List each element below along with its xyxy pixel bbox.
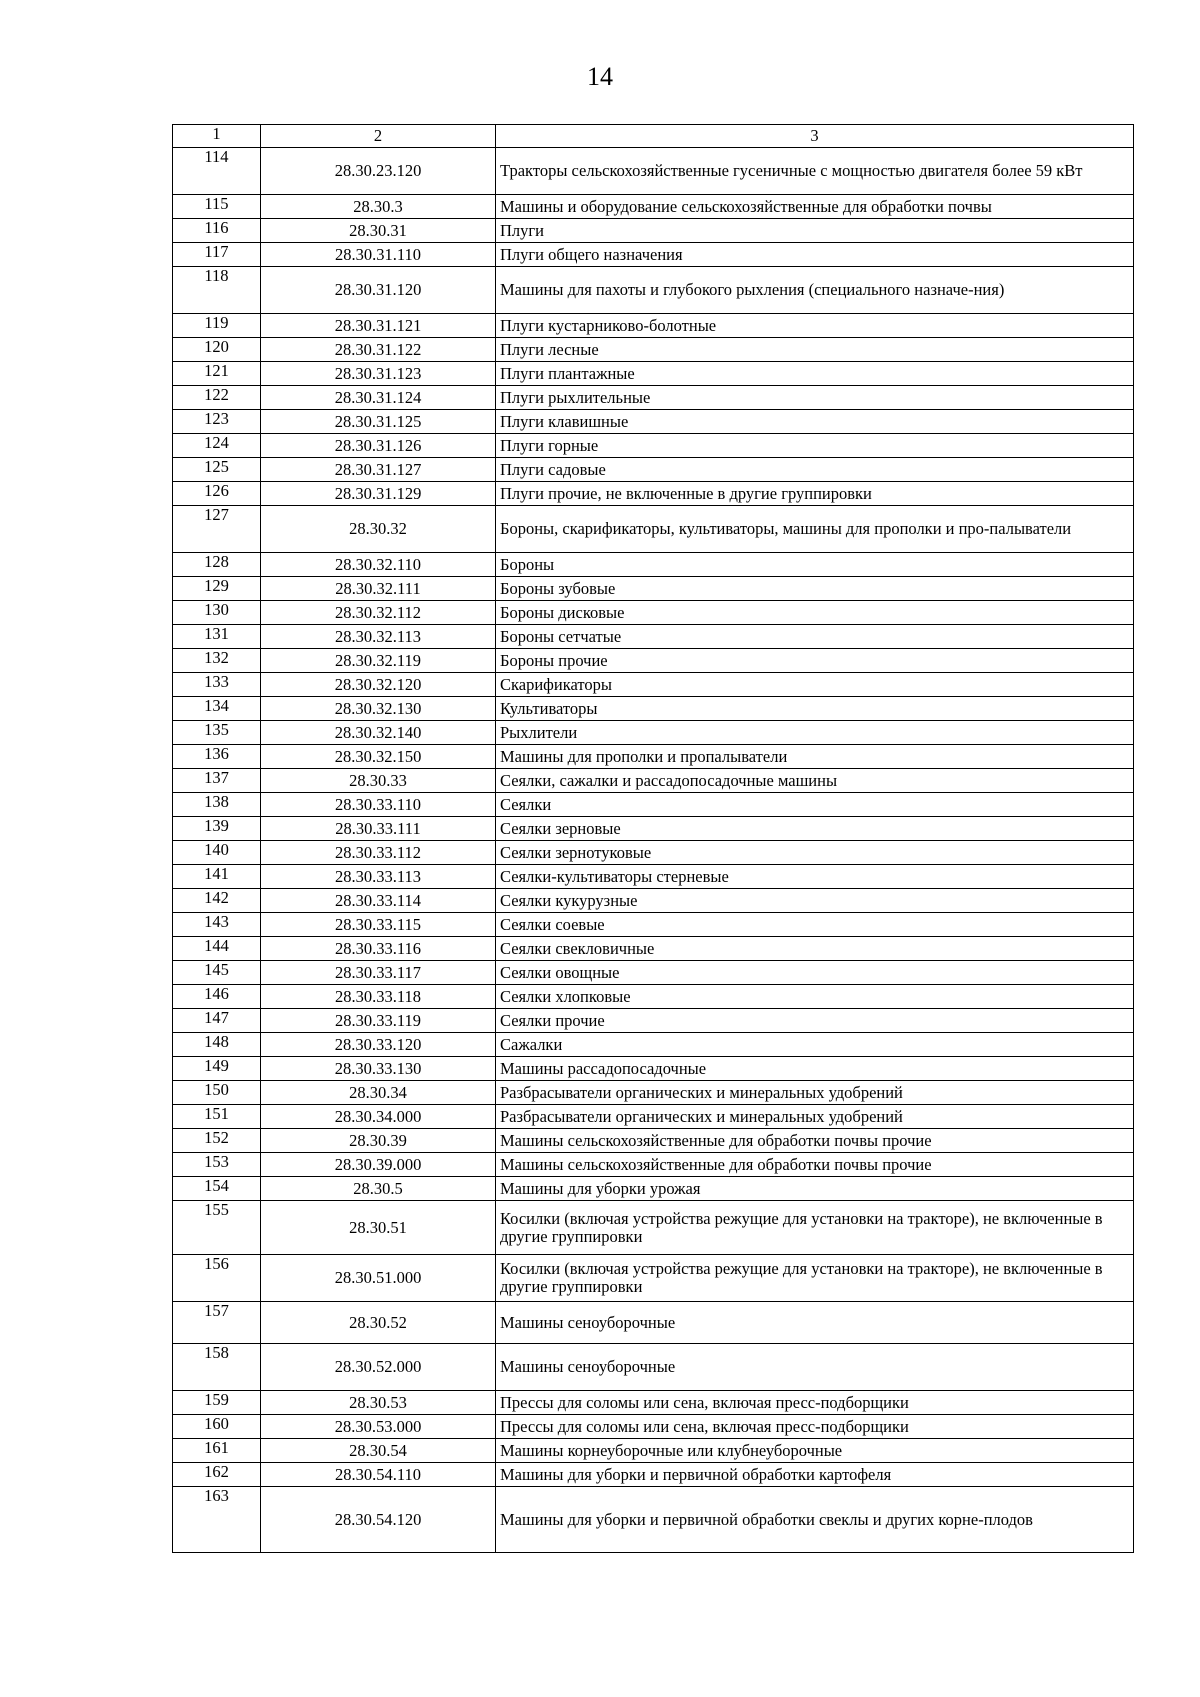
row-name: Машины и оборудование сельскохозяйственные для обработки почвы (496, 195, 1134, 219)
row-name: Плуги прочие, не включенные в другие группировки (496, 482, 1134, 506)
column-header-1: 1 (173, 125, 261, 148)
row-code: 28.30.33.111 (261, 817, 496, 841)
row-name: Машины корнеуборочные или клубнеуборочные (496, 1439, 1134, 1463)
table-row (173, 338, 1134, 362)
row-code: 28.30.32.112 (261, 601, 496, 625)
row-code: 28.30.34 (261, 1081, 496, 1105)
row-number: 142 (173, 889, 261, 913)
table-row (173, 673, 1134, 697)
row-name: Машины для уборки урожая (496, 1177, 1134, 1201)
row-code: 28.30.31.129 (261, 482, 496, 506)
row-name: Тракторы сельскохозяйственные гусеничные с мощностью двигателя более 59 кВт (496, 148, 1134, 195)
row-name: Плуги кустарниково-болотные (496, 314, 1134, 338)
row-code: 28.30.3 (261, 195, 496, 219)
table-row (173, 985, 1134, 1009)
table-row (173, 482, 1134, 506)
row-number: 157 (173, 1302, 261, 1344)
row-number: 136 (173, 745, 261, 769)
row-code: 28.30.54.120 (261, 1487, 496, 1553)
table-row (173, 1153, 1134, 1177)
row-number: 120 (173, 338, 261, 362)
row-name: Бороны прочие (496, 649, 1134, 673)
row-number: 128 (173, 553, 261, 577)
row-code: 28.30.32.119 (261, 649, 496, 673)
row-code: 28.30.33.118 (261, 985, 496, 1009)
row-name: Сеялки (496, 793, 1134, 817)
row-number: 134 (173, 697, 261, 721)
row-name: Сеялки-культиваторы стерневые (496, 865, 1134, 889)
table-row (173, 865, 1134, 889)
row-number: 159 (173, 1391, 261, 1415)
row-code: 28.30.33.114 (261, 889, 496, 913)
row-number: 115 (173, 195, 261, 219)
row-number: 158 (173, 1344, 261, 1391)
row-number: 131 (173, 625, 261, 649)
row-name: Сеялки свекловичные (496, 937, 1134, 961)
table-body (173, 148, 1134, 1553)
column-header-2: 2 (261, 125, 496, 148)
table-row (173, 793, 1134, 817)
row-number: 135 (173, 721, 261, 745)
row-code: 28.30.31.120 (261, 267, 496, 314)
row-name: Плуги горные (496, 434, 1134, 458)
row-name: Плуги садовые (496, 458, 1134, 482)
row-name: Машины для пахоты и глубокого рыхления (специального назначе-ния) (496, 267, 1134, 314)
row-code: 28.30.33.117 (261, 961, 496, 985)
table-row (173, 410, 1134, 434)
row-number: 114 (173, 148, 261, 195)
row-name: Плуги плантажные (496, 362, 1134, 386)
row-code: 28.30.32.150 (261, 745, 496, 769)
row-code: 28.30.31.127 (261, 458, 496, 482)
row-name: Сеялки зернотуковые (496, 841, 1134, 865)
row-name: Сеялки хлопковые (496, 985, 1134, 1009)
row-code: 28.30.32.110 (261, 553, 496, 577)
row-code: 28.30.32 (261, 506, 496, 553)
row-number: 161 (173, 1439, 261, 1463)
row-code: 28.30.53 (261, 1391, 496, 1415)
row-number: 125 (173, 458, 261, 482)
table-row (173, 937, 1134, 961)
row-name: Прессы для соломы или сена, включая пресс-подборщики (496, 1391, 1134, 1415)
row-number: 150 (173, 1081, 261, 1105)
row-number: 156 (173, 1255, 261, 1302)
row-code: 28.30.51 (261, 1201, 496, 1255)
row-code: 28.30.32.113 (261, 625, 496, 649)
row-name: Разбрасыватели органических и минеральных удобрений (496, 1081, 1134, 1105)
row-number: 121 (173, 362, 261, 386)
row-number: 117 (173, 243, 261, 267)
row-name: Машины для прополки и пропалыватели (496, 745, 1134, 769)
row-code: 28.30.32.130 (261, 697, 496, 721)
row-code: 28.30.33.113 (261, 865, 496, 889)
row-number: 163 (173, 1487, 261, 1553)
table-row (173, 1463, 1134, 1487)
table-row (173, 458, 1134, 482)
row-code: 28.30.31.121 (261, 314, 496, 338)
row-name: Бороны, скарификаторы, культиваторы, машины для прополки и про-палыватели (496, 506, 1134, 553)
row-name: Культиваторы (496, 697, 1134, 721)
row-code: 28.30.32.111 (261, 577, 496, 601)
row-code: 28.30.33 (261, 769, 496, 793)
table-row (173, 1302, 1134, 1344)
table-row (173, 1129, 1134, 1153)
table-row (173, 1255, 1134, 1302)
row-name: Машины сельскохозяйственные для обработки почвы прочие (496, 1129, 1134, 1153)
table-row (173, 1033, 1134, 1057)
table-row (173, 148, 1134, 195)
row-number: 123 (173, 410, 261, 434)
row-name: Сеялки кукурузные (496, 889, 1134, 913)
row-number: 129 (173, 577, 261, 601)
row-code: 28.30.33.130 (261, 1057, 496, 1081)
row-name: Машины сельскохозяйственные для обработки почвы прочие (496, 1153, 1134, 1177)
table-row (173, 1391, 1134, 1415)
row-number: 153 (173, 1153, 261, 1177)
table-row (173, 434, 1134, 458)
row-name: Плуги клавишные (496, 410, 1134, 434)
row-code: 28.30.34.000 (261, 1105, 496, 1129)
row-code: 28.30.54 (261, 1439, 496, 1463)
page-number: 14 (587, 62, 613, 91)
table-row (173, 625, 1134, 649)
row-name: Разбрасыватели органических и минеральных удобрений (496, 1105, 1134, 1129)
row-code: 28.30.52.000 (261, 1344, 496, 1391)
table-row (173, 1177, 1134, 1201)
row-number: 140 (173, 841, 261, 865)
row-code: 28.30.31 (261, 219, 496, 243)
row-name: Плуги лесные (496, 338, 1134, 362)
row-name: Бороны сетчатые (496, 625, 1134, 649)
row-name: Сеялки овощные (496, 961, 1134, 985)
table-row (173, 889, 1134, 913)
row-code: 28.30.31.122 (261, 338, 496, 362)
row-name: Сеялки зерновые (496, 817, 1134, 841)
table-row (173, 841, 1134, 865)
row-number: 138 (173, 793, 261, 817)
table-row (173, 1344, 1134, 1391)
row-code: 28.30.33.120 (261, 1033, 496, 1057)
row-code: 28.30.33.110 (261, 793, 496, 817)
row-name: Бороны зубовые (496, 577, 1134, 601)
row-name: Косилки (включая устройства режущие для установки на тракторе), не включенные в другие группировки (496, 1201, 1134, 1255)
row-code: 28.30.32.120 (261, 673, 496, 697)
row-name: Бороны (496, 553, 1134, 577)
table-row (173, 362, 1134, 386)
row-name: Машины сеноуборочные (496, 1344, 1134, 1391)
row-number: 130 (173, 601, 261, 625)
row-number: 132 (173, 649, 261, 673)
row-code: 28.30.32.140 (261, 721, 496, 745)
row-number: 147 (173, 1009, 261, 1033)
table-row (173, 1415, 1134, 1439)
table-row (173, 577, 1134, 601)
row-name: Машины сеноуборочные (496, 1302, 1134, 1344)
row-number: 137 (173, 769, 261, 793)
table-row (173, 195, 1134, 219)
classification-table (172, 124, 1134, 1553)
row-code: 28.30.33.119 (261, 1009, 496, 1033)
table-row (173, 219, 1134, 243)
row-number: 148 (173, 1033, 261, 1057)
table-row (173, 243, 1134, 267)
row-name: Сеялки прочие (496, 1009, 1134, 1033)
row-code: 28.30.23.120 (261, 148, 496, 195)
row-code: 28.30.31.126 (261, 434, 496, 458)
row-number: 127 (173, 506, 261, 553)
row-code: 28.30.31.125 (261, 410, 496, 434)
row-name: Машины для уборки и первичной обработки свеклы и других корне-плодов (496, 1487, 1134, 1553)
row-code: 28.30.31.110 (261, 243, 496, 267)
row-name: Сеялки, сажалки и рассадопосадочные машины (496, 769, 1134, 793)
table-row (173, 745, 1134, 769)
row-number: 118 (173, 267, 261, 314)
table-row (173, 649, 1134, 673)
row-number: 144 (173, 937, 261, 961)
row-name: Бороны дисковые (496, 601, 1134, 625)
row-name: Машины рассадопосадочные (496, 1057, 1134, 1081)
row-name: Прессы для соломы или сена, включая пресс-подборщики (496, 1415, 1134, 1439)
row-code: 28.30.39.000 (261, 1153, 496, 1177)
row-name: Машины для уборки и первичной обработки картофеля (496, 1463, 1134, 1487)
row-name: Плуги (496, 219, 1134, 243)
row-code: 28.30.54.110 (261, 1463, 496, 1487)
row-name: Сажалки (496, 1033, 1134, 1057)
table-row (173, 267, 1134, 314)
row-number: 116 (173, 219, 261, 243)
row-number: 143 (173, 913, 261, 937)
table-row (173, 721, 1134, 745)
row-name: Скарификаторы (496, 673, 1134, 697)
row-number: 141 (173, 865, 261, 889)
row-code: 28.30.52 (261, 1302, 496, 1344)
table-row (173, 1057, 1134, 1081)
row-code: 28.30.53.000 (261, 1415, 496, 1439)
row-number: 146 (173, 985, 261, 1009)
row-number: 133 (173, 673, 261, 697)
table-row (173, 913, 1134, 937)
row-number: 124 (173, 434, 261, 458)
table-row (173, 1439, 1134, 1463)
table-row (173, 386, 1134, 410)
row-name: Плуги общего назначения (496, 243, 1134, 267)
row-number: 155 (173, 1201, 261, 1255)
table-row (173, 601, 1134, 625)
row-code: 28.30.31.124 (261, 386, 496, 410)
row-name: Косилки (включая устройства режущие для установки на тракторе), не включенные в другие группировки (496, 1255, 1134, 1302)
table-row (173, 1201, 1134, 1255)
row-number: 122 (173, 386, 261, 410)
row-name: Сеялки соевые (496, 913, 1134, 937)
row-number: 139 (173, 817, 261, 841)
table-row (173, 1009, 1134, 1033)
table-row (173, 314, 1134, 338)
row-name: Плуги рыхлительные (496, 386, 1134, 410)
table-row (173, 817, 1134, 841)
row-number: 154 (173, 1177, 261, 1201)
table-row (173, 961, 1134, 985)
column-header-3: 3 (496, 125, 1134, 148)
row-code: 28.30.39 (261, 1129, 496, 1153)
row-number: 152 (173, 1129, 261, 1153)
table-row (173, 1081, 1134, 1105)
row-code: 28.30.31.123 (261, 362, 496, 386)
row-code: 28.30.5 (261, 1177, 496, 1201)
table-header-row (173, 125, 1134, 148)
row-number: 145 (173, 961, 261, 985)
table-row (173, 506, 1134, 553)
row-code: 28.30.33.112 (261, 841, 496, 865)
row-name: Рыхлители (496, 721, 1134, 745)
row-number: 119 (173, 314, 261, 338)
table-row (173, 553, 1134, 577)
table-row (173, 697, 1134, 721)
row-number: 149 (173, 1057, 261, 1081)
table-row (173, 1487, 1134, 1553)
row-number: 126 (173, 482, 261, 506)
table-row (173, 769, 1134, 793)
row-number: 162 (173, 1463, 261, 1487)
row-code: 28.30.51.000 (261, 1255, 496, 1302)
row-code: 28.30.33.115 (261, 913, 496, 937)
row-code: 28.30.33.116 (261, 937, 496, 961)
row-number: 151 (173, 1105, 261, 1129)
table-row (173, 1105, 1134, 1129)
row-number: 160 (173, 1415, 261, 1439)
